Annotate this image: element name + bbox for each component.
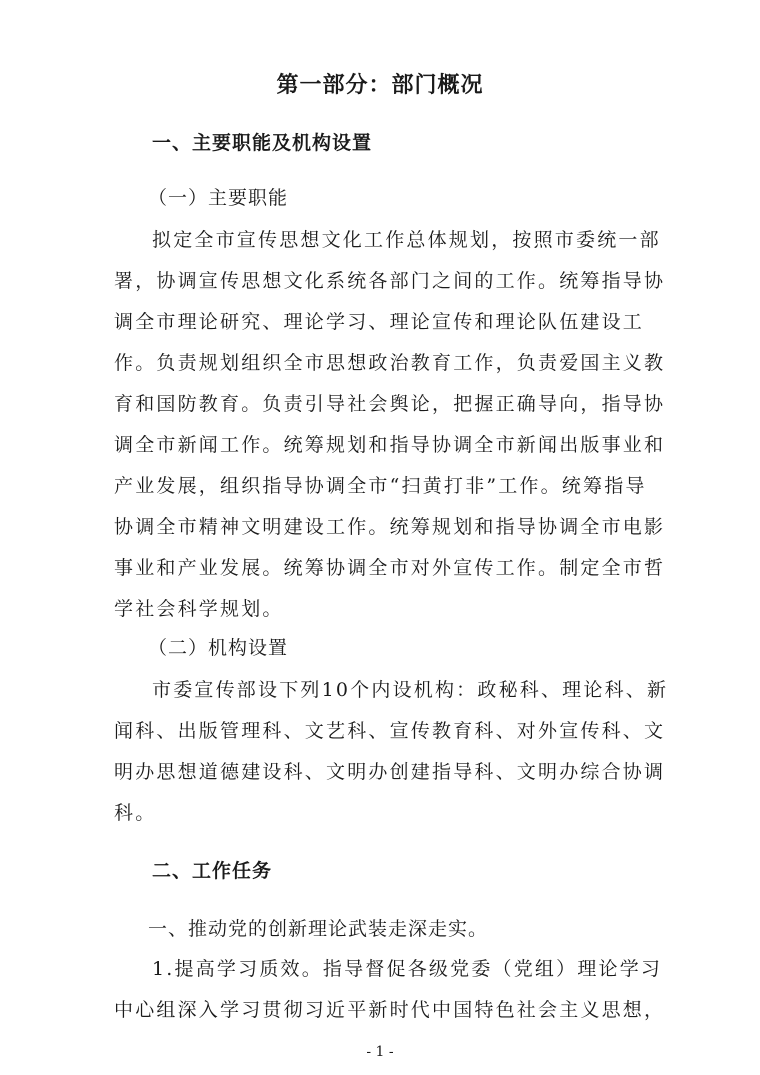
paragraph-line: 明办思想道德建设科、文明办创建指导科、文明办综合协调 [114, 761, 666, 783]
paragraph-line: 调全市新闻工作。统筹规划和指导协调全市新闻出版事业和 [114, 434, 666, 456]
page-title: 第一部分：部门概况 [276, 73, 484, 98]
section-heading-functions: 一、主要职能及机构设置 [152, 132, 373, 154]
paragraph-line: 产业发展，组织指导协调全市“扫黄打非”工作。统筹指导 [114, 475, 647, 497]
paragraph-line: 中心组深入学习贯彻习近平新时代中国特色社会主义思想， [114, 999, 666, 1021]
paragraph-line: 协调全市精神文明建设工作。统筹规划和指导协调全市电影 [114, 516, 666, 538]
paragraph-line: 育和国防教育。负责引导社会舆论，把握正确导向，指导协 [114, 393, 666, 415]
task-item-heading: 一、推动党的创新理论武装走深走实。 [148, 918, 489, 940]
section-heading-tasks: 二、工作任务 [152, 860, 273, 882]
paragraph-line: 学社会科学规划。 [114, 598, 284, 620]
page-number: - 1 - [366, 1044, 394, 1060]
paragraph-line: 闻科、出版管理科、文艺科、宣传教育科、对外宣传科、文 [114, 720, 666, 742]
paragraph-line: 市委宣传部设下列10个内设机构：政秘科、理论科、新 [152, 679, 669, 701]
subsection-heading-main-functions: （一）主要职能 [148, 187, 289, 209]
paragraph-line: 拟定全市宣传思想文化工作总体规划，按照市委统一部 [152, 229, 661, 251]
structure-paragraph [114, 670, 669, 834]
subsection-heading-structure: （二）机构设置 [148, 637, 289, 659]
task-paragraph [114, 949, 666, 1031]
paragraph-line: 1.提高学习质效。指导督促各级党委（党组）理论学习 [152, 958, 663, 980]
paragraph-line: 作。负责规划组织全市思想政治教育工作，负责爱国主义教 [114, 352, 666, 374]
paragraph-line: 科。 [114, 802, 157, 824]
functions-paragraph [114, 220, 666, 630]
paragraph-line: 事业和产业发展。统筹协调全市对外宣传工作。制定全市哲 [114, 557, 666, 579]
paragraph-line: 署，协调宣传思想文化系统各部门之间的工作。统筹指导协 [114, 270, 666, 292]
paragraph-line: 调全市理论研究、理论学习、理论宣传和理论队伍建设工 [114, 311, 645, 333]
